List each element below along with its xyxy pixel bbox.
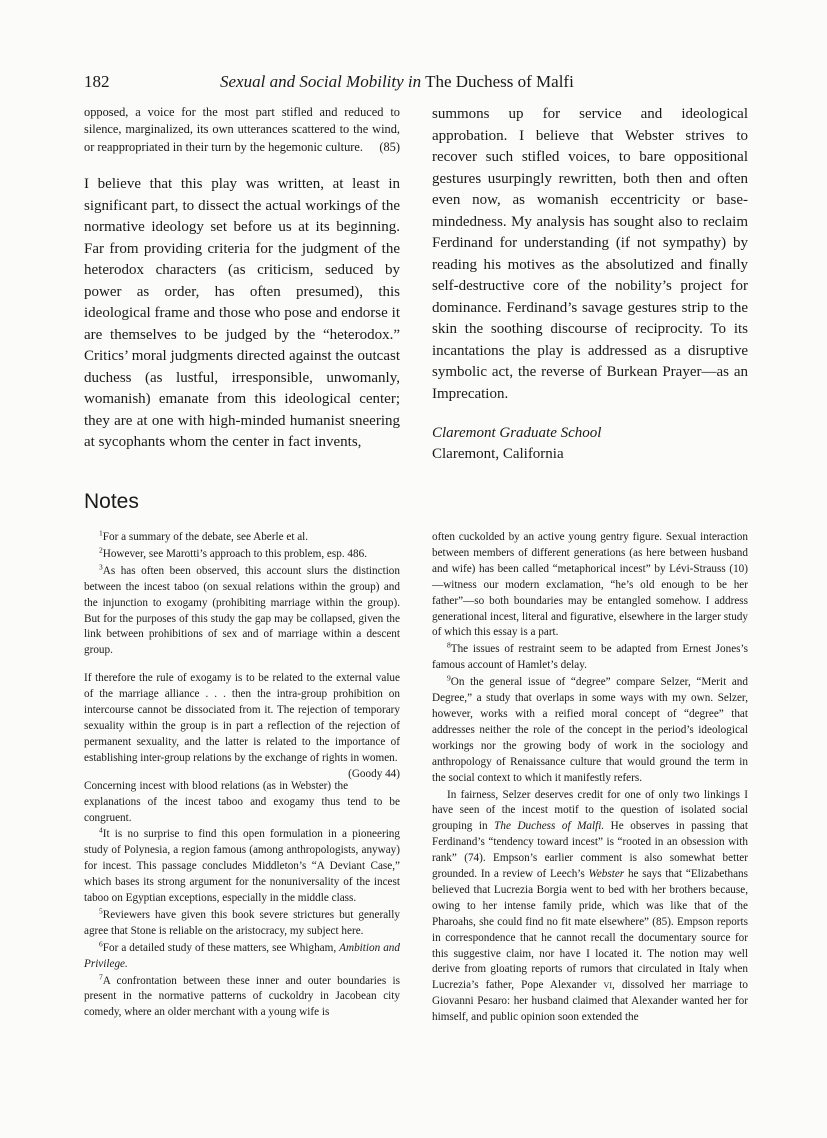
- note-7-continued: often cuckolded by an active young gentry figure. Sexual interaction between members of different generations (as here between husband and wife) has been called “metaphorical incest” by Lévi-Strauss (10)—witness our modern exclamation, “he’s old enough to be her father”—so both boundaries may be entangled somehow. I address generational incest, literal and figurative, elsewhere in the larger study of which this essay is a part.: [432, 531, 748, 639]
- note-text: For a summary of the debate, see Aberle et al.: [102, 531, 309, 543]
- note-number: 9: [447, 673, 451, 683]
- note-9-second-paragraph: [432, 788, 748, 1027]
- note-text: he says that “Elizabethans believed that Lucrezia Borgia went to bed with her brothers because, owing to her intense family pride, which was like that of the Pharoahs, she could find no fit mate elsewhere” (85). Empson reports in correspondence that he cannot recall the documentary source for this suggestive claim, nor have I located it. The notion may well derive from gloating reports of rumors that circulated in Italy when Lucrezia’s father, Pope Alexander: [432, 868, 748, 992]
- note-3-continued: Concerning incest with blood relations (as in Webster) the explanations of the incest taboo and exogamy thus tend to be congruent.: [84, 779, 400, 824]
- note-5: [84, 908, 400, 940]
- block-quote-citation: (Goody 44): [348, 767, 400, 780]
- note-9: [432, 675, 748, 786]
- note-text: On the general issue of “degree” compare Selzer, “Merit and Degree,” a study that overlaps in some ways with my own. Selzer, however, works with a reified moral concept of “degree” that addresses neither the role of the concept in the period’s ideological workings nor the growing body of work in the sociology and anthropology of Renaissance culture that would ground the term in the social context to which it manifestly refers.: [432, 676, 748, 784]
- affiliation-place: Claremont, California: [432, 446, 564, 462]
- affiliation-school: Claremont Graduate School: [432, 425, 602, 441]
- note-number: 3: [99, 562, 103, 572]
- quote-citation: (85): [379, 139, 400, 154]
- note-2: [84, 547, 400, 563]
- note-number: 4: [99, 825, 103, 835]
- note-7: [84, 971, 400, 1022]
- notes-left-column: [84, 530, 400, 1022]
- notes-heading: Notes: [84, 490, 139, 513]
- page-number: 182: [84, 72, 110, 91]
- note-number: 7: [99, 971, 103, 981]
- body-paragraph: summons up for service and ideological approbation. I believe that Webster strives to recover such stifled voices, to bare oppositional gestures usurpingly rewritten, both then and often even now, as womanish eccentricity or base-mindedness. My analysis has sought also to reclaim Ferdinand for understanding (if not sympathy) by reading his motives as the absolutized and finally self-destructive core of the nobility’s project for dominance. Ferdinand’s savage gestures strip to the skin the soothing discourse of reciprocity. To its incantations the play is addressed as a disruptive symbolic act, the reverse of Burkean Prayer—as an Imprecation.: [432, 106, 748, 402]
- note-number: 6: [99, 939, 103, 949]
- author-affiliation: [432, 423, 748, 465]
- note-4: [84, 827, 400, 907]
- note-text: He observes in passing that Ferdinand’s “tendency toward incest” is “rooted in an obsession with rank” (74). Empson’s earlier comment is also somewhat better grounded. In a review of Leech’s: [432, 820, 748, 881]
- note-text: As has often been observed, this account slurs the distinction between the incest taboo (on sexual relations within the group) and the injunction to exogamy (prohibiting marriage within the group). But for the purposes of this study the gap may be collapsed, given the link between prohibitions of sex and of marriage within a descent group.: [84, 564, 400, 657]
- note-8: [432, 642, 748, 674]
- running-title-italic: Sexual and Social Mobility in: [220, 72, 422, 91]
- running-header: [84, 72, 744, 96]
- note-number: 5: [99, 906, 103, 916]
- note-text: However, see Marotti’s approach to this problem, esp. 486.: [102, 547, 368, 560]
- note-text: The issues of restraint seem to be adapted from Ernest Jones’s famous account of Hamlet’s delay.: [432, 643, 748, 672]
- main-left-column: [84, 104, 400, 454]
- note-number: 8: [447, 640, 451, 650]
- note-3: [84, 564, 400, 659]
- note-text: In fairness, Selzer deserves credit for one of only two linkings I have seen of the incest motif to the question of isolated social grouping in: [432, 788, 748, 833]
- main-right-column: [432, 104, 748, 465]
- body-paragraph: I believe that this play was written, at least in significant part, to dissect the actual workings of the normative ideology set before us at its beginning. Far from providing criteria for the judgment of the heterodox characters (as criticism, seduced by power as order, has often presumed), this ideological frame and those who pose and endorse it are themselves to be judged by the “heterodox.” Critics’ moral judgments directed against the outcast duchess (as lustful, irresponsible, unwomanly, womanish) emanate from this ideological center; they are at one with high-minded humanist sneering at sycophants whom the center in fact invents,: [84, 176, 400, 451]
- note-text: It is no surprise to find this open formulation in a pioneering study of Polynesia, a region famous (among anthropologists, anyway) for incest. This passage concludes Middleton’s “A Deviant Case,” which bases its strong argument for the nonuniversality of the incest taboo on Egyptian exceptions, especially in the middle class.: [84, 828, 400, 905]
- play-title: The Duchess of Malfi.: [494, 820, 605, 833]
- running-title: [220, 72, 574, 92]
- note-1: [84, 530, 400, 546]
- notes-right-column: [432, 530, 748, 1027]
- note-number: 2: [99, 545, 103, 555]
- note-6: [84, 941, 400, 973]
- note-text: , dissolved her marriage to Giovanni Pesaro: her husband claimed that Alexander wanted her for himself, and public opinion soon extended the: [432, 979, 748, 1024]
- regnal-numeral: vi: [603, 979, 612, 992]
- book-title: Ambition and Privilege.: [84, 941, 400, 970]
- note-text: For a detailed study of these matters, see Whigham,: [102, 941, 340, 954]
- running-title-roman: The Duchess of Malfi: [425, 72, 574, 91]
- note-block-quote: [84, 671, 400, 780]
- note-text: A confrontation between these inner and outer boundaries is present in the normative patterns of cuckoldry in Jacobean city comedy, where an older merchant with a young wife is: [84, 974, 400, 1019]
- note-number: 1: [99, 528, 103, 538]
- block-quotation: [84, 104, 400, 156]
- quote-text: opposed, a voice for the most part stifled and reduced to silence, marginalized, its own utterances scattered to the wind, or reappropriated in their turn by the hegemonic culture.: [84, 105, 400, 154]
- block-quote-text: If therefore the rule of exogamy is to be related to the external value of the marriage alliance . . . then the intra-group prohibition on intercourse cannot be dissociated from it. The rejection of temporary sexuality within the group is in part a reflection of the rejection of permanent sexuality, and the latter is related to the importance of establishing inter-group relations by the exchange of rights in women.: [84, 672, 400, 764]
- book-title: Webster: [588, 868, 625, 881]
- note-text: Reviewers have given this book severe strictures but generally agree that Stone is reliable on the aristocracy, my subject here.: [84, 908, 400, 937]
